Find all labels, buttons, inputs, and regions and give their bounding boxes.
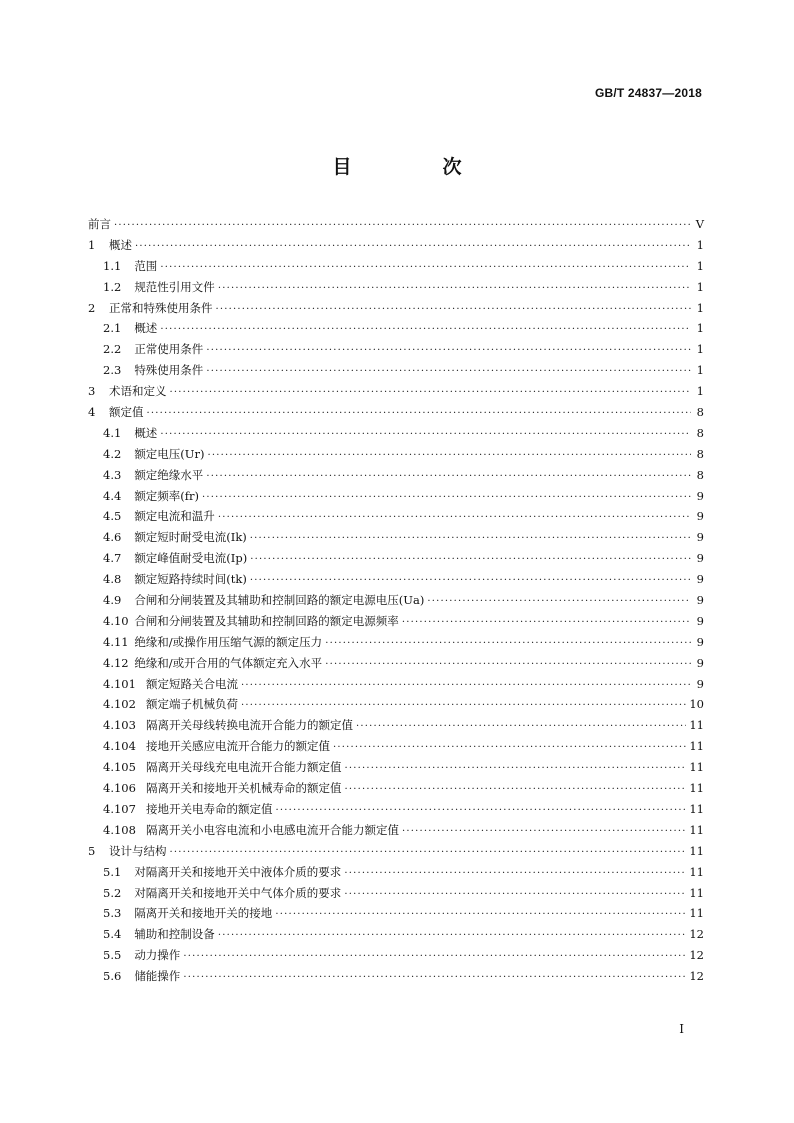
toc-entry-page: 9 (696, 551, 704, 566)
toc-entry-label: 隔离开关母线充电电流开合能力额定值 (146, 760, 342, 775)
toc-entry[interactable] (88, 757, 704, 778)
toc-entry-label: 正常使用条件 (134, 342, 204, 357)
toc-entry[interactable] (88, 736, 704, 757)
toc-entry-page: 1 (696, 321, 704, 336)
toc-entry-page: 11 (689, 906, 704, 921)
toc-leader-dots (147, 404, 692, 425)
toc-entry-label: 前言 (88, 217, 111, 231)
toc-entry[interactable] (88, 924, 704, 945)
standard-code: GB/T 24837—2018 (594, 86, 702, 100)
toc-leader-dots (402, 613, 691, 634)
toc-entry-label: 合闸和分闸装置及其辅助和控制回路的额定电源电压(Ua) (134, 593, 425, 608)
toc-leader-dots (216, 300, 692, 321)
toc-entry[interactable] (88, 235, 704, 256)
toc-entry[interactable] (88, 966, 704, 987)
toc-entry[interactable] (88, 883, 704, 904)
toc-entry-number: 5.2 (103, 885, 122, 900)
toc-leader-dots (241, 676, 691, 697)
toc-leader-dots (427, 592, 691, 613)
toc-entry-label: 动力操作 (134, 948, 181, 963)
toc-entry-page: 9 (696, 509, 704, 524)
toc-entry[interactable] (88, 527, 704, 548)
toc-leader-dots (170, 843, 687, 864)
toc-entry-number: 4.102 (103, 697, 136, 712)
toc-entry-label: 范围 (134, 258, 158, 273)
toc-entry[interactable] (88, 339, 704, 360)
toc-entry-foreword[interactable] (88, 214, 704, 235)
toc-entry-label: 正常和特殊使用条件 (109, 300, 213, 315)
toc-entry-page: 8 (696, 425, 704, 440)
toc-entry[interactable] (88, 611, 704, 632)
toc-entry-label: 概述 (109, 237, 132, 252)
toc-entry-page: 11 (689, 718, 704, 733)
toc-entry-page: 11 (689, 822, 704, 837)
toc-entry[interactable] (88, 360, 704, 381)
toc-entry-page: 11 (689, 760, 704, 775)
toc-leader-dots (218, 508, 691, 529)
toc-entry-number: 4.12 (103, 655, 129, 670)
toc-leader-dots (160, 425, 691, 446)
toc-entry-label: 对隔离开关和接地开关中液体介质的要求 (134, 864, 342, 879)
toc-entry-number: 4.107 (103, 801, 136, 816)
toc-entry-number: 1.1 (103, 258, 122, 273)
toc-entry[interactable] (88, 862, 704, 883)
toc-entry-number: 4 (88, 405, 96, 420)
toc-entry[interactable] (88, 903, 704, 924)
toc-entry-label: 术语和定义 (109, 384, 167, 399)
toc-entry[interactable] (88, 277, 704, 298)
toc-entry-page: 11 (689, 864, 704, 879)
toc-entry-number: 4.6 (103, 530, 122, 545)
toc-leader-dots (250, 529, 691, 550)
toc-leader-dots (356, 717, 686, 738)
toc-entry-label: 接地开关电寿命的额定值 (146, 801, 273, 816)
toc-entry[interactable] (88, 632, 704, 653)
toc-leader-dots (170, 383, 692, 404)
toc-entry-page: 1 (696, 258, 704, 273)
toc-entry-number: 5.5 (103, 948, 122, 963)
toc-entry[interactable] (88, 465, 704, 486)
toc-entry[interactable] (88, 506, 704, 527)
table-of-contents (88, 214, 704, 987)
toc-entry[interactable] (88, 548, 704, 569)
toc-entry-number: 1 (88, 237, 96, 252)
toc-entry-number: 4.1 (103, 425, 122, 440)
toc-leader-dots (344, 864, 686, 885)
toc-entry-number: 2.3 (103, 363, 122, 378)
toc-entry-label: 绝缘和/或开合用的气体额定充入水平 (134, 655, 323, 670)
toc-entry-label: 额定频率(fr) (134, 488, 200, 503)
toc-entry-page: 9 (696, 676, 704, 691)
toc-entry-label: 额定短路持续时间(tk) (134, 572, 247, 587)
toc-leader-dots (218, 926, 687, 947)
toc-entry-page: 1 (696, 342, 704, 357)
page-title: 目 次 (332, 156, 498, 178)
toc-entry-label: 规范性引用文件 (134, 279, 215, 294)
toc-entry-number: 5.4 (103, 927, 122, 942)
toc-entry-page: 11 (689, 885, 704, 900)
toc-leader-dots (183, 968, 686, 989)
toc-entry[interactable] (88, 256, 704, 277)
toc-entry-number: 4.7 (103, 551, 122, 566)
toc-entry-label: 额定电压(Ur) (134, 446, 205, 461)
toc-entry-label: 额定短路关合电流 (146, 676, 238, 691)
toc-entry-page: 11 (689, 843, 704, 858)
toc-entry[interactable] (88, 569, 704, 590)
toc-entry-label: 额定峰值耐受电流(Ip) (134, 551, 248, 566)
toc-entry-number: 5.1 (103, 864, 122, 879)
toc-entry[interactable] (88, 778, 704, 799)
toc-entry-page: 9 (696, 655, 704, 670)
toc-entry-page: 1 (696, 384, 704, 399)
toc-entry-page: V (695, 217, 704, 231)
toc-entry[interactable] (88, 653, 704, 674)
toc-entry[interactable] (88, 402, 704, 423)
toc-leader-dots (275, 905, 686, 926)
toc-entry-page: 11 (689, 801, 704, 816)
toc-entry-number: 4.2 (103, 446, 122, 461)
toc-entry-number: 4.104 (103, 739, 136, 754)
toc-entry-number: 4.101 (103, 676, 136, 691)
toc-entry-label: 设计与结构 (109, 843, 167, 858)
toc-entry-label: 特殊使用条件 (134, 363, 204, 378)
toc-entry-page: 1 (696, 363, 704, 378)
toc-entry-label: 额定短时耐受电流(Ik) (134, 530, 247, 545)
toc-entry-number: 5.3 (103, 906, 122, 921)
toc-entry-label: 隔离开关和接地开关的接地 (134, 906, 273, 921)
toc-leader-dots (276, 801, 687, 822)
toc-leader-dots (160, 258, 691, 279)
toc-entry-number: 1.2 (103, 279, 122, 294)
toc-entry-page: 9 (696, 488, 704, 503)
page-number: I (679, 1022, 684, 1036)
toc-entry-label: 隔离开关母线转换电流开合能力的额定值 (146, 718, 353, 733)
toc-entry-label: 辅助和控制设备 (134, 927, 215, 942)
toc-leader-dots (206, 362, 691, 383)
toc-entry-number: 4.108 (103, 822, 136, 837)
toc-entry-number: 4.5 (103, 509, 122, 524)
toc-entry[interactable] (88, 694, 704, 715)
toc-leader-dots (135, 237, 691, 258)
toc-entry-number: 4.8 (103, 572, 122, 587)
toc-entry-number: 4.106 (103, 781, 136, 796)
toc-leader-dots (241, 696, 686, 717)
toc-entry-page: 1 (696, 279, 704, 294)
toc-leader-dots (206, 467, 691, 488)
toc-entry-page: 8 (696, 467, 704, 482)
toc-entry-page: 12 (689, 927, 704, 942)
toc-entry-number: 4.3 (103, 467, 122, 482)
toc-entry-number: 2.2 (103, 342, 122, 357)
toc-entry-label: 额定端子机械负荷 (146, 697, 238, 712)
toc-entry-page: 12 (689, 969, 704, 984)
toc-entry-number: 5 (88, 843, 96, 858)
toc-entry[interactable] (88, 381, 704, 402)
toc-entry-label: 对隔离开关和接地开关中气体介质的要求 (134, 885, 342, 900)
toc-entry-label: 合闸和分闸装置及其辅助和控制回路的额定电源频率 (134, 613, 399, 628)
toc-leader-dots (218, 279, 691, 300)
toc-entry-label: 储能操作 (134, 969, 181, 984)
toc-entry-page: 11 (689, 781, 704, 796)
toc-leader-dots (250, 550, 691, 571)
toc-entry[interactable] (88, 318, 704, 339)
toc-entry-page: 9 (696, 530, 704, 545)
toc-leader-dots (344, 885, 686, 906)
toc-entry-number: 4.9 (103, 593, 122, 608)
toc-entry-page: 12 (689, 948, 704, 963)
toc-entry-page: 1 (696, 237, 704, 252)
toc-leader-dots (183, 947, 686, 968)
toc-entry[interactable] (88, 799, 704, 820)
toc-entry[interactable] (88, 486, 704, 507)
toc-entry-number: 5.6 (103, 969, 122, 984)
toc-entry-page: 8 (696, 446, 704, 461)
toc-entry-page: 1 (696, 300, 704, 315)
toc-entry[interactable] (88, 423, 704, 444)
toc-leader-dots (207, 446, 691, 467)
toc-entry-page: 9 (696, 593, 704, 608)
toc-entry-number: 2.1 (103, 321, 122, 336)
toc-entry-label: 额定值 (109, 405, 144, 420)
toc-entry-page: 9 (696, 572, 704, 587)
toc-entry-number: 4.10 (103, 613, 129, 628)
toc-entry[interactable] (88, 444, 704, 465)
toc-entry-number: 4.4 (103, 488, 122, 503)
toc-leader-dots (206, 341, 691, 362)
toc-entry-page: 8 (696, 405, 704, 420)
toc-leader-dots (333, 738, 686, 759)
toc-entry-number: 4.105 (103, 760, 136, 775)
toc-entry[interactable] (88, 841, 704, 862)
toc-entry-number: 4.11 (103, 634, 129, 649)
toc-entry-label: 隔离开关小电容电流和小电感电流开合能力额定值 (146, 822, 399, 837)
toc-entry[interactable] (88, 945, 704, 966)
toc-entry-label: 概述 (134, 425, 158, 440)
toc-entry-page: 10 (689, 697, 704, 712)
toc-entry-number: 2 (88, 300, 96, 315)
toc-leader-dots (202, 488, 691, 509)
toc-leader-dots (325, 655, 691, 676)
toc-entry[interactable] (88, 715, 704, 736)
toc-entry[interactable] (88, 674, 704, 695)
toc-entry-label: 额定电流和温升 (134, 509, 215, 524)
toc-entry-label: 绝缘和/或操作用压缩气源的额定压力 (134, 634, 323, 649)
toc-entry-label: 隔离开关和接地开关机械寿命的额定值 (146, 781, 342, 796)
toc-entry-page: 9 (696, 634, 704, 649)
toc-entry[interactable] (88, 820, 704, 841)
toc-leader-dots (402, 822, 686, 843)
toc-entry[interactable] (88, 590, 704, 611)
toc-entry-page: 9 (696, 613, 704, 628)
toc-leader-dots (250, 571, 691, 592)
toc-leader-dots (160, 320, 691, 341)
toc-entry-label: 接地开关感应电流开合能力的额定值 (146, 739, 330, 754)
toc-leader-dots (345, 780, 687, 801)
toc-entry-label: 概述 (134, 321, 158, 336)
toc-entry-number: 4.103 (103, 718, 136, 733)
toc-entry[interactable] (88, 298, 704, 319)
toc-entry-label: 额定绝缘水平 (134, 467, 204, 482)
toc-entry-page: 11 (689, 739, 704, 754)
toc-leader-dots (345, 759, 687, 780)
toc-leader-dots (325, 634, 691, 655)
toc-entry-number: 3 (88, 384, 96, 399)
toc-leader-dots (114, 216, 691, 237)
